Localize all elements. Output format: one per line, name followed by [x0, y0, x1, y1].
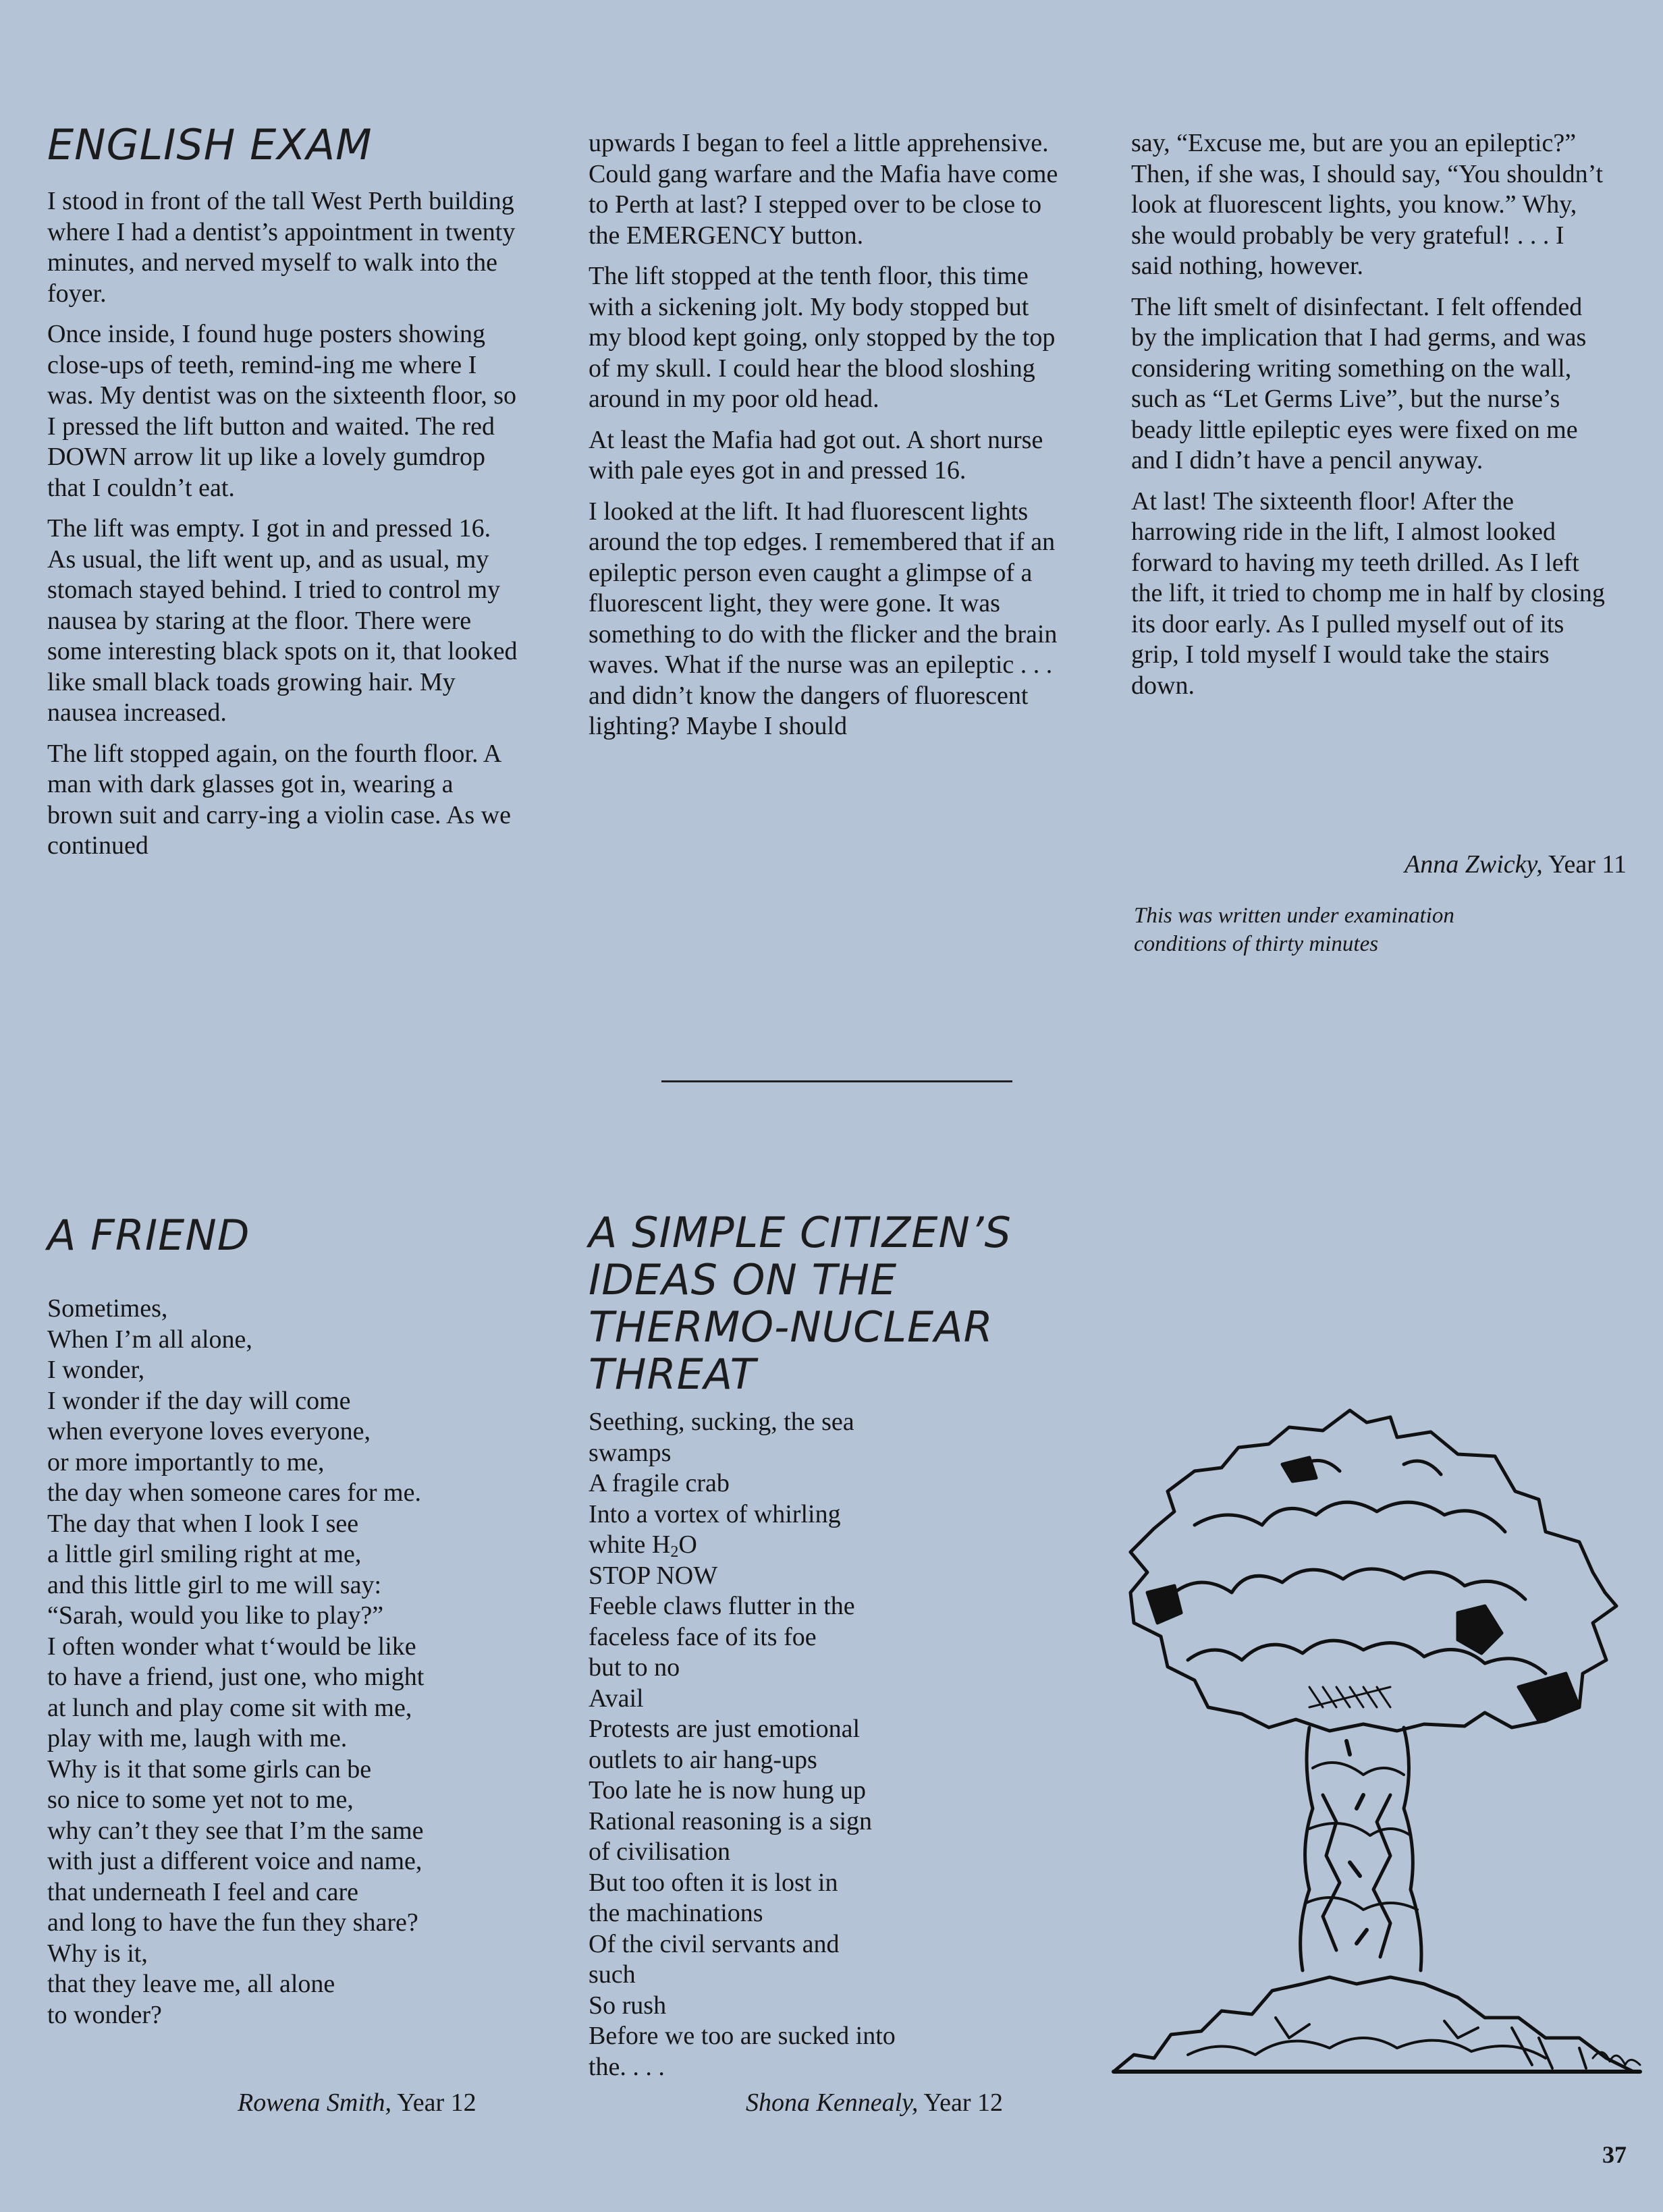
mushroom-cloud-illustration [1107, 1390, 1654, 2105]
poem-line: A fragile crab [589, 1469, 730, 1497]
poem-line: and long to have the fun they share? [47, 1908, 418, 1937]
poem-line: why can’t they see that I’m the same [47, 1816, 424, 1845]
poem-line: So rush [589, 1991, 667, 2020]
poem-line: or more importantly to me, [47, 1447, 325, 1476]
author-name: Anna Zwicky, [1405, 850, 1543, 879]
page-number: 37 [1602, 2141, 1627, 2168]
paragraph: say, “Excuse me, but are you an epileptic?” Then, if she was, I should say, “You shouldn’t look at fluorescent lights, you know.” Why, she would probably be very grateful! . . . I said nothing, however. [1131, 129, 1604, 280]
paragraph: At least the Mafia had got out. A short nurse with pale eyes got in and pressed 16. [589, 425, 1043, 485]
english-exam-column-3 [1131, 128, 1612, 701]
poem-line: of civilisation [589, 1837, 731, 1866]
poem-line: the. . . . [589, 2052, 665, 2081]
poem-line: such [589, 1960, 636, 1989]
author-year: Year 12 [397, 2089, 476, 2117]
paragraph: The lift stopped again, on the fourth floor. A man with dark glasses got in, wearing a brown suit and carry-ing a violin case. As we continued [47, 739, 511, 860]
poem-line: at lunch and play come sit with me, [47, 1693, 412, 1722]
title-line: THERMO-NUCLEAR [589, 1302, 993, 1352]
paragraph: At last! The sixteenth floor! After the harrowing ride in the lift, I almost looked forward to having my teeth drilled. As I left the lift, it tried to chomp me in half by closing its door early. As I pulled myself out of its grip, I told myself I would take the stairs down. [1131, 487, 1605, 700]
section-divider [661, 1080, 1012, 1082]
poem-line: I wonder, [47, 1356, 145, 1384]
author-year: Year 12 [923, 2089, 1004, 2117]
poem-line: and this little girl to me will say: [47, 1570, 382, 1599]
poem-line: I often wonder what t‘would be like [47, 1632, 416, 1661]
cloud-base [1114, 1977, 1633, 2072]
poem-line: that they leave me, all alone [47, 1970, 335, 1998]
poem-line: outlets to air hang-ups [589, 1745, 817, 1774]
title-line: IDEAS ON THE [589, 1255, 898, 1304]
poem-line: When I’m all alone, [47, 1325, 252, 1354]
citizen-poem [589, 1407, 896, 2082]
poem-line: Seething, sucking, the sea [589, 1408, 854, 1436]
paragraph: The lift stopped at the tenth floor, this time with a sickening jolt. My body stopped but my blood kept going, only stopped by the top of my skull. I could hear the blood sloshing around in my poor old head. [589, 262, 1056, 413]
poem-line: The day that when I look I see [47, 1509, 359, 1538]
author-year: Year 11 [1548, 850, 1627, 879]
paragraph: The lift smelt of disinfectant. I felt offended by the implication that I had germs, and was considering writing something on the wall, such as “Let Germs Live”, but the nurse’s beady little epileptic eyes were fixed on me and I didn’t have a pencil anyway. [1131, 292, 1587, 474]
poem-line: STOP NOW [589, 1561, 718, 1590]
poem-line: when everyone loves everyone, [47, 1417, 371, 1445]
exam-conditions-note: This was written under examination conditions of thirty minutes [1134, 904, 1454, 956]
english-exam-column-2 [589, 128, 1061, 742]
poem-line: Avail [589, 1684, 644, 1713]
a-friend-title: A FRIEND [47, 1211, 250, 1260]
poem-line: that underneath I feel and care [47, 1877, 359, 1906]
poem-line: the machinations [589, 1899, 763, 1927]
paragraph: upwards I began to feel a little apprehensive. Could gang warfare and the Mafia have come to Perth at last? I stepped over to be close to the EMERGENCY button. [589, 129, 1058, 250]
poem-line: so nice to some yet not to me, [47, 1786, 354, 1814]
english-exam-byline [1405, 849, 1627, 880]
h2o-suffix: O [678, 1530, 697, 1559]
title-line: THREAT [589, 1350, 757, 1399]
citizen-poem-byline [746, 2087, 1003, 2118]
poem-line: to wonder? [47, 2000, 162, 2029]
poem-line: play with me, laugh with me. [47, 1724, 348, 1752]
poem-line: Why is it that some girls can be [47, 1754, 372, 1784]
poem-line: faceless face of its foe [589, 1622, 817, 1651]
poem-line: Of the civil servants and [589, 1929, 840, 1958]
poem-line: Why is it, [47, 1939, 148, 1968]
poem-line: Too late he is now hung up [589, 1776, 867, 1804]
poem-line: Feeble claws flutter in the [589, 1592, 855, 1620]
paragraph: I stood in front of the tall West Perth building where I had a dentist’s appointment in twenty minutes, and nerved myself to walk into the foyer. [47, 187, 516, 308]
poem-line: to have a friend, just one, who might [47, 1663, 425, 1691]
poem-line: a little girl smiling right at me, [47, 1540, 362, 1568]
h2o-subscript: 2 [670, 1543, 679, 1561]
english-exam-title: ENGLISH EXAM [47, 120, 373, 169]
poem-line: the day when someone cares for me. [47, 1478, 421, 1507]
poem-line: But too often it is lost in [589, 1868, 838, 1897]
author-name: Rowena Smith, [238, 2089, 391, 2117]
a-friend-byline [238, 2087, 476, 2118]
poem-line: Sometimes, [47, 1294, 168, 1323]
english-exam-column-1 [47, 186, 520, 862]
title-line: A SIMPLE CITIZEN’S [589, 1208, 1012, 1257]
poem-line: Rational reasoning is a sign [589, 1806, 873, 1835]
h2o-prefix: white H [589, 1530, 671, 1559]
poem-line: but to no [589, 1653, 680, 1682]
citizen-poem-title [589, 1209, 1012, 1398]
poem-line: Before we too are sucked into [589, 2022, 896, 2050]
poem-line-h2o [589, 1530, 896, 1561]
poem-line: with just a different voice and name, [47, 1847, 422, 1875]
paragraph: Once inside, I found huge posters showing close-ups of teeth, remind-ing me where I was. My dentist was on the sixteenth floor, so I pressed the lift button and waited. The red DOWN arrow lit up like a lovely gumdrop that I couldn’t eat. [47, 320, 517, 502]
poem-line: Into a vortex of whirling [589, 1499, 841, 1528]
a-friend-poem [47, 1294, 424, 2030]
paragraph: The lift was empty. I got in and pressed 16. As usual, the lift went up, and as usual, my stomach stayed behind. I tried to control my nausea by staring at the floor. There were some interesting black spots on it, that looked like small black toads growing hair. My nausea increased. [47, 514, 518, 727]
poem-line: “Sarah, would you like to play?” [47, 1601, 384, 1630]
poem-line: swamps [589, 1438, 672, 1467]
poem-line: I wonder if the day will come [47, 1386, 351, 1415]
paragraph: I looked at the lift. It had fluorescent lights around the top edges. I remembered that if an epileptic person even caught a glimpse of a fluorescent light, they were gone. It was something to do with the flicker and the brain waves. What if the nurse was an epileptic . . . and didn’t know the dangers of fluorescent lighting? Maybe I should [589, 497, 1058, 740]
poem-line: Protests are just emotional [589, 1715, 861, 1743]
author-name: Shona Kennealy, [746, 2089, 919, 2117]
